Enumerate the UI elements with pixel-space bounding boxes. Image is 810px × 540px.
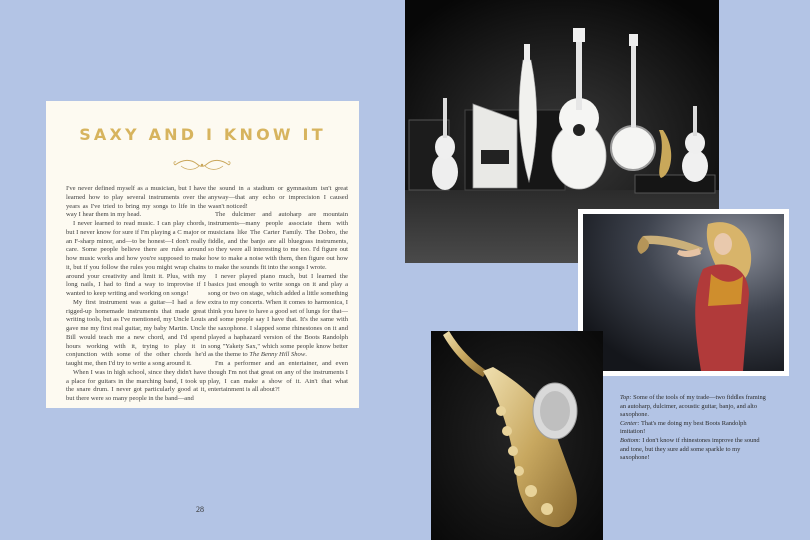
paragraph-end: . xyxy=(305,351,307,359)
paragraph: When I was in high school, since they didn't have a place for guitars in the marching band, I took up the snare drum. I never got particularly good at it, but there were so many people in the band—and xyxy=(66,368,206,402)
paragraph: I never learned to read music. I can play chords, but I never know for sure if I'm playing a C major or an F-sharp minor, and—to be honest—I don't really care. Some people believe there are rules around how music works and how you're supposed to make it, but if you follow the rules you might wrap chains around your creativity and limit it. Plus, with my long nails, I had to find a way to improvise if I wanted to keep writing and working on songs! xyxy=(66,220,206,297)
caption-center xyxy=(620,420,770,437)
saxophone-image xyxy=(431,331,603,540)
page-number: 28 xyxy=(196,505,204,514)
flourish-ornament-icon xyxy=(173,158,231,172)
paragraph: The dulcimer and autoharp are mountain instruments—many people associate them with musicians like The Carter Family. The Dobro, the fiddle, and the banjo are all bluegrass instruments, so they were all interesting to me too. I'd figure out how to make a noise with them, then figure out how to make the sounds fit into the songs I wrote. xyxy=(208,211,348,271)
article-text-card xyxy=(46,101,359,408)
caption-top-label: Top: xyxy=(620,394,632,401)
text-column-left xyxy=(66,185,206,404)
article-title: SAXY AND I KNOW IT xyxy=(79,125,326,144)
caption-bottom xyxy=(620,437,770,463)
text-column-right xyxy=(208,185,348,395)
caption-top xyxy=(620,394,770,420)
caption-center-text: That's me doing my best Boots Randolph imitation! xyxy=(620,419,747,436)
caption-bottom-text: I don't know if rhinestones improve the sound and tone, but they sure add some sparkle to my saxophone! xyxy=(620,436,760,462)
paragraph: I'm a performer and an entertainer, and even though I'm not that great on any of the instruments I play, I can make a show of it. Ain't that what entertainment is all about?! xyxy=(208,360,348,394)
paragraph: the sound in a stadium or gymnasium isn't great anyway—that any echo or imprecision I caused wasn't noticed! xyxy=(208,185,348,210)
paragraph: My first instrument was a guitar—I had a few rigged-up homemade instruments that made great writing tools, but as I've mentioned, my Uncle Louis gave me my first real guitar, my baby Martin. Uncle Bill would teach me a new chord, and I'd spend hours working with it, trying to play it in conjunction with some of the other chords he'd taught me, then I'd try to write a song around it. xyxy=(66,298,206,367)
performer-image xyxy=(583,214,784,371)
photo-performer xyxy=(578,209,789,376)
show-title: The Benny Hill Show xyxy=(249,351,306,359)
caption-bottom-label: Bottom: xyxy=(620,436,641,444)
caption-top-text: Some of the tools of my trade—two fiddles framing an autoharp, dulcimer, acoustic guitar, banjo, and alto saxophone. xyxy=(620,394,766,419)
photo-caption xyxy=(620,394,770,463)
paragraph: I've never defined myself as a musician, but I have learned how to play several instruments over the years as I've tried to bring my songs to life in the way I hear them in my head. xyxy=(66,185,206,219)
paragraph-text: I never played piano much, but I learned the basics just enough to write songs on it and play a song or two on stage, which added a little something extra to my concerts. When it comes to harmonica, I think you have to have a good set of lungs for that—and some people say I have that. It's the same with the saxophone. I slapped some rhinestones on it and played a haphazard version of the Boots Randolph song "Yakety Sax," which some people know better as the theme to xyxy=(208,272,348,359)
photo-saxophone xyxy=(431,331,603,540)
caption-center-label: Center: xyxy=(620,419,640,427)
paragraph xyxy=(208,273,348,361)
